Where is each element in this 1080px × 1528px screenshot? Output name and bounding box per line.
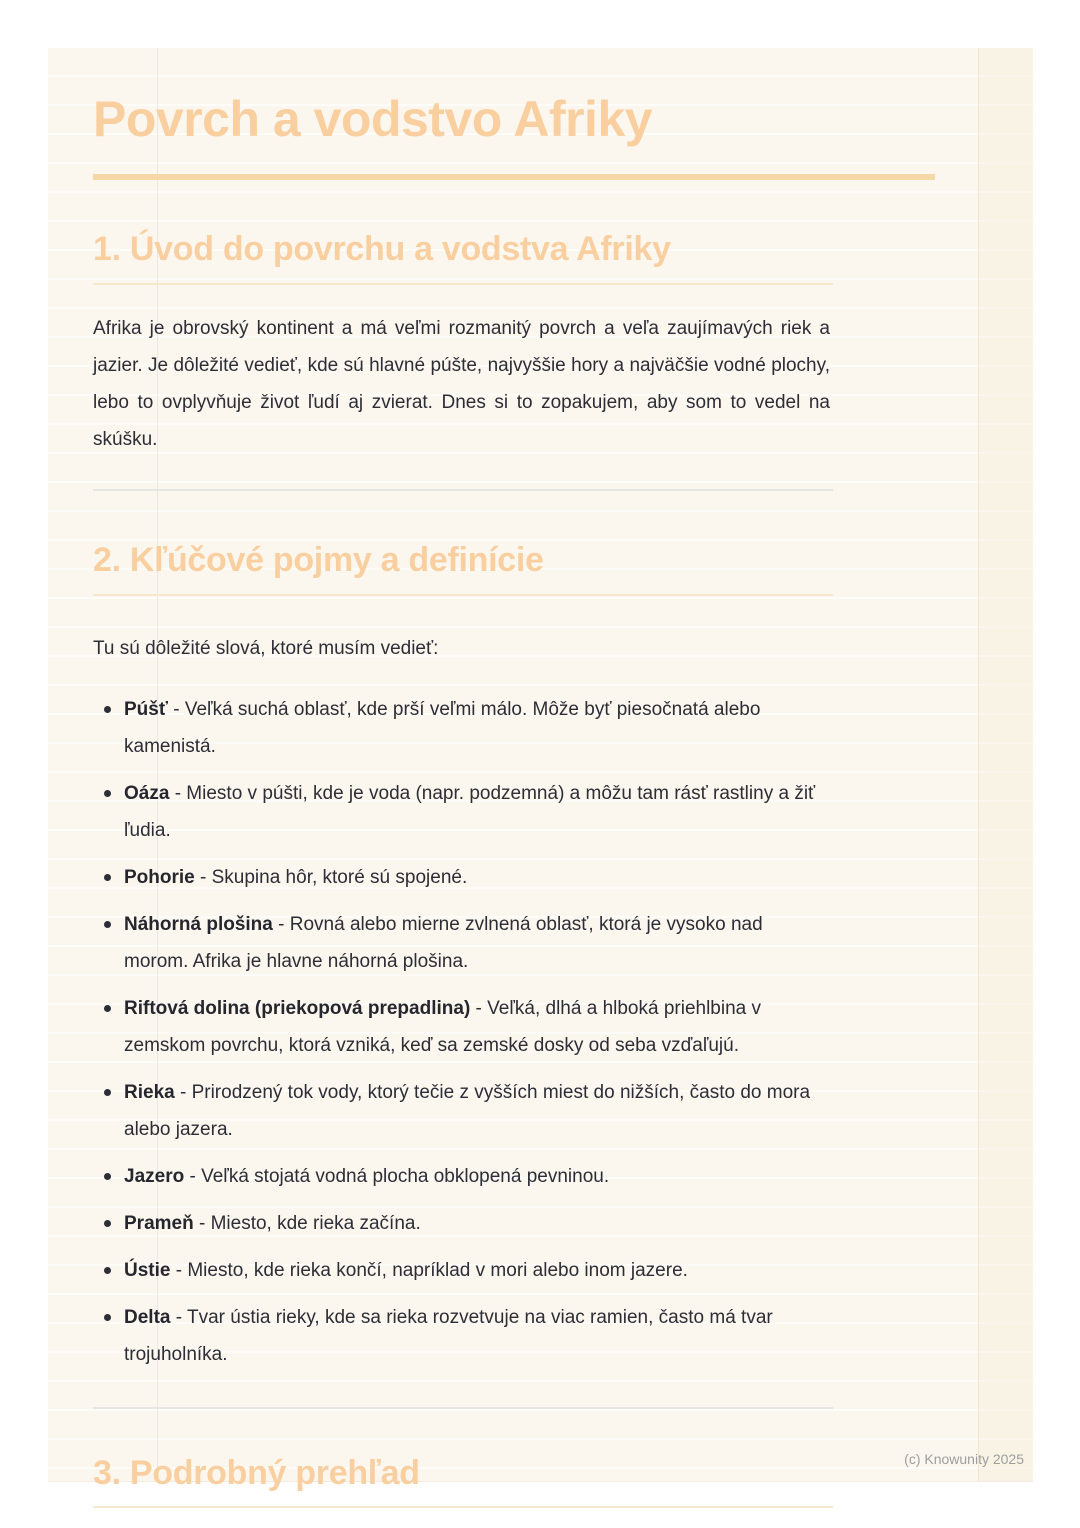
- title-rule: [93, 174, 935, 180]
- term-definition: - Miesto, kde rieka končí, napríklad v mori alebo inom jazere.: [170, 1259, 688, 1281]
- term-label: Rieka: [124, 1081, 175, 1103]
- terms-list: [93, 691, 830, 1373]
- page-title: Povrch a vodstvo Afriky: [93, 91, 653, 147]
- list-item: [93, 691, 830, 765]
- list-item: [93, 1299, 830, 1373]
- list-item: [93, 1252, 830, 1289]
- term-definition: - Tvar ústia rieky, kde sa rieka rozvetvuje na viac ramien, často má tvar trojuholníka.: [124, 1306, 773, 1365]
- bullet-icon: [104, 790, 111, 797]
- notebook-margin-line-right: [978, 48, 979, 1481]
- section-2-heading: 2. Kľúčové pojmy a definície: [93, 540, 544, 579]
- bullet-icon: [104, 1089, 111, 1096]
- bullet-icon: [104, 921, 111, 928]
- term-definition: - Veľká suchá oblasť, kde prší veľmi málo. Môže byť piesočnatá alebo kamenistá.: [124, 698, 761, 757]
- term-label: Oáza: [124, 782, 170, 804]
- notebook-right-strip: [979, 48, 1033, 1481]
- term-definition: - Veľká, dlhá a hlboká priehlbina v zemskom povrchu, ktorá vzniká, keď sa zemské dosky od seba vzďaľujú.: [124, 997, 762, 1056]
- term-definition: - Prirodzený tok vody, ktorý tečie z vyšších miest do nižších, často do mora alebo jazera.: [124, 1081, 811, 1140]
- notes-page: [48, 48, 1033, 1492]
- term-label: Pohorie: [124, 866, 195, 888]
- bullet-icon: [104, 1267, 111, 1274]
- term-label: Púšť: [124, 698, 168, 720]
- section-3-underline: [93, 1506, 833, 1508]
- term-label: Prameň: [124, 1212, 194, 1234]
- intro-paragraph: Afrika je obrovský kontinent a má veľmi rozmanitý povrch a veľa zaujímavých riek a jazier. Je dôležité vedieť, kde sú hlavné púšte, najvyššie hory a najväčšie vodné plochy, lebo to ovplyvňuje život ľudí aj zvierat. Dnes si to zopakujem, aby som to vedel na skúšku.: [93, 317, 830, 450]
- list-item: [93, 1158, 830, 1195]
- bullet-icon: [104, 874, 111, 881]
- section-2-underline: [93, 594, 833, 596]
- term-definition: - Veľká stojatá vodná plocha obklopená pevninou.: [184, 1165, 610, 1187]
- section-divider: [93, 1407, 833, 1409]
- bullet-icon: [104, 1220, 111, 1227]
- term-label: Náhorná plošina: [124, 913, 273, 935]
- list-item: [93, 990, 830, 1064]
- list-item: [93, 775, 830, 849]
- term-definition: - Rovná alebo mierne zvlnená oblasť, ktorá je vysoko nad morom. Afrika je hlavne náhorná plošina.: [124, 913, 763, 972]
- term-label: Jazero: [124, 1165, 185, 1187]
- term-definition: - Skupina hôr, ktoré sú spojené.: [194, 866, 468, 888]
- list-item: [93, 1205, 830, 1242]
- list-item: [93, 906, 830, 980]
- term-definition: - Miesto v púšti, kde je voda (napr. podzemná) a môžu tam rásť rastliny a žiť ľudia.: [124, 782, 816, 841]
- list-item: [93, 859, 830, 896]
- term-label: Delta: [124, 1306, 171, 1328]
- term-label: Riftová dolina (priekopová prepadlina): [124, 997, 471, 1019]
- term-label: Ústie: [124, 1259, 171, 1281]
- section-1-heading: 1. Úvod do povrchu a vodstva Afriky: [93, 230, 671, 268]
- terms-lead-text: Tu sú dôležité slová, ktoré musím vedieť:: [93, 637, 439, 659]
- list-item: [93, 1074, 830, 1148]
- bullet-icon: [104, 1005, 111, 1012]
- bullet-icon: [104, 706, 111, 713]
- section-1-underline: [93, 283, 833, 285]
- term-definition: - Miesto, kde rieka začína.: [193, 1212, 421, 1234]
- bullet-icon: [104, 1314, 111, 1321]
- page-content: [48, 48, 830, 1508]
- section-3-heading: 3. Podrobný prehľad: [93, 1453, 420, 1492]
- section-divider: [93, 489, 833, 491]
- bullet-icon: [104, 1173, 111, 1180]
- footer-copyright: (c) Knowunity 2025: [904, 1451, 1024, 1467]
